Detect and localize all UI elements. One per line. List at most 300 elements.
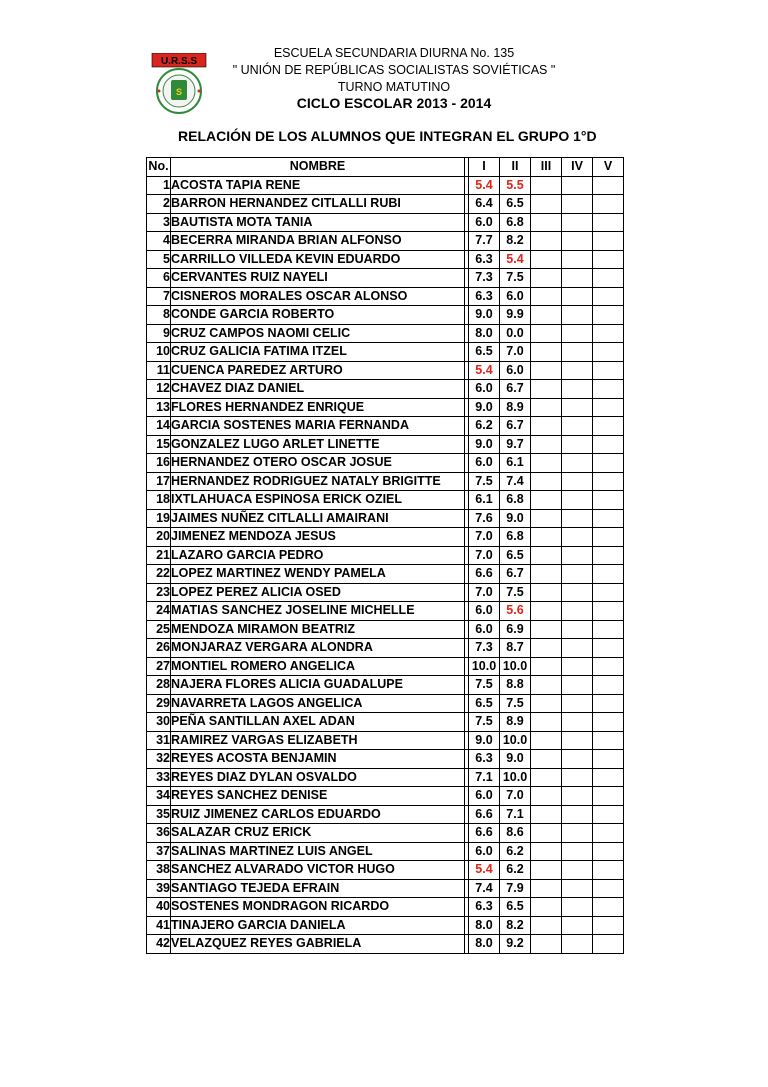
grade-period-5: [593, 565, 624, 584]
grade-period-3: [531, 435, 562, 454]
grade-period-3: [531, 713, 562, 732]
grade-period-4: [562, 176, 593, 195]
student-name: SANTIAGO TEJEDA EFRAIN: [171, 879, 465, 898]
col-no-header: No.: [147, 158, 171, 177]
student-name: LOPEZ PEREZ ALICIA OSED: [171, 583, 465, 602]
table-row: [147, 454, 624, 473]
grade-period-3: [531, 528, 562, 547]
student-name: SALINAS MARTINEZ LUIS ANGEL: [171, 842, 465, 861]
grade-period-1: 7.5: [469, 472, 500, 491]
grade-period-2: 8.7: [500, 639, 531, 658]
grade-period-1: 7.5: [469, 713, 500, 732]
grade-period-2: 7.4: [500, 472, 531, 491]
grade-period-3: [531, 657, 562, 676]
student-name: CARRILLO VILLEDA KEVIN EDUARDO: [171, 250, 465, 269]
table-row: [147, 583, 624, 602]
grade-period-2: 6.7: [500, 565, 531, 584]
grade-period-3: [531, 805, 562, 824]
grade-period-5: [593, 768, 624, 787]
student-name: SALAZAR CRUZ ERICK: [171, 824, 465, 843]
grade-period-2: 7.5: [500, 269, 531, 288]
grade-period-3: [531, 343, 562, 362]
grade-period-5: [593, 620, 624, 639]
school-line: ESCUELA SECUNDARIA DIURNA No. 135: [273, 46, 515, 60]
grade-period-4: [562, 398, 593, 417]
grade-period-4: [562, 250, 593, 269]
student-name: BECERRA MIRANDA BRIAN ALFONSO: [171, 232, 465, 251]
document-header: [0, 0, 768, 130]
student-name: ACOSTA TAPIA RENE: [171, 176, 465, 195]
grade-period-2: 7.5: [500, 694, 531, 713]
grade-period-4: [562, 805, 593, 824]
grade-period-5: [593, 195, 624, 214]
grade-period-3: [531, 324, 562, 343]
student-name: SOSTENES MONDRAGON RICARDO: [171, 898, 465, 917]
table-row: [147, 509, 624, 528]
grade-period-4: [562, 546, 593, 565]
student-number: 27: [147, 657, 171, 676]
grade-period-2: 6.9: [500, 620, 531, 639]
grade-period-5: [593, 454, 624, 473]
logo-text: U.R.S.S: [160, 56, 198, 67]
table-row: [147, 731, 624, 750]
grade-period-3: [531, 509, 562, 528]
grade-period-5: [593, 491, 624, 510]
grade-period-3: [531, 768, 562, 787]
grade-period-5: [593, 324, 624, 343]
grade-period-4: [562, 435, 593, 454]
grade-period-5: [593, 509, 624, 528]
student-name: MATIAS SANCHEZ JOSELINE MICHELLE: [171, 602, 465, 621]
student-name: REYES ACOSTA BENJAMIN: [171, 750, 465, 769]
student-number: 37: [147, 842, 171, 861]
grade-period-1: 7.6: [469, 509, 500, 528]
table-row: [147, 250, 624, 269]
grade-period-2: 9.0: [500, 750, 531, 769]
table-row: [147, 546, 624, 565]
student-number: 40: [147, 898, 171, 917]
grade-period-5: [593, 361, 624, 380]
col-period-4-header: IV: [562, 158, 593, 177]
student-number: 38: [147, 861, 171, 880]
table-row: [147, 398, 624, 417]
student-number: 36: [147, 824, 171, 843]
grade-period-1: 6.0: [469, 620, 500, 639]
grade-period-4: [562, 824, 593, 843]
grade-period-3: [531, 916, 562, 935]
grade-period-1: 6.6: [469, 565, 500, 584]
grade-period-4: [562, 620, 593, 639]
grade-period-5: [593, 287, 624, 306]
page-title: RELACIÓN DE LOS ALUMNOS QUE INTEGRAN EL GRUPO 1°D: [178, 128, 597, 144]
student-number: 42: [147, 935, 171, 954]
grade-period-4: [562, 861, 593, 880]
student-name: MONTIEL ROMERO ANGELICA: [171, 657, 465, 676]
grade-period-2: 6.5: [500, 546, 531, 565]
grade-period-3: [531, 398, 562, 417]
grade-period-5: [593, 787, 624, 806]
grade-period-1: 7.7: [469, 232, 500, 251]
grade-period-2: 6.0: [500, 287, 531, 306]
grade-period-4: [562, 602, 593, 621]
grade-period-2: 6.2: [500, 842, 531, 861]
grade-period-5: [593, 898, 624, 917]
col-period-3-header: III: [531, 158, 562, 177]
student-number: 19: [147, 509, 171, 528]
grade-period-5: [593, 824, 624, 843]
grade-period-1: 5.4: [469, 861, 500, 880]
grade-period-1: 6.0: [469, 454, 500, 473]
table-row: [147, 898, 624, 917]
grade-period-2: 6.8: [500, 213, 531, 232]
table-row: [147, 713, 624, 732]
grade-period-4: [562, 916, 593, 935]
grade-period-2: 5.5: [500, 176, 531, 195]
grade-period-4: [562, 213, 593, 232]
student-number: 39: [147, 879, 171, 898]
grade-period-3: [531, 250, 562, 269]
table-row: [147, 916, 624, 935]
grade-period-1: 5.4: [469, 176, 500, 195]
table-row: [147, 861, 624, 880]
grade-period-1: 8.0: [469, 935, 500, 954]
student-name: LAZARO GARCIA PEDRO: [171, 546, 465, 565]
school-name-line: " UNIÓN DE REPÚBLICAS SOCIALISTAS SOVIÉTICAS ": [232, 63, 556, 77]
grade-period-3: [531, 491, 562, 510]
grade-period-5: [593, 306, 624, 325]
grade-period-5: [593, 398, 624, 417]
student-name: VELAZQUEZ REYES GABRIELA: [171, 935, 465, 954]
grade-period-4: [562, 565, 593, 584]
grade-period-5: [593, 694, 624, 713]
grade-period-1: 6.5: [469, 343, 500, 362]
grade-period-4: [562, 694, 593, 713]
grade-period-4: [562, 787, 593, 806]
grade-period-1: 6.4: [469, 195, 500, 214]
table-row: [147, 842, 624, 861]
grade-period-4: [562, 935, 593, 954]
grade-period-1: 6.3: [469, 898, 500, 917]
table-row: [147, 435, 624, 454]
student-name: LOPEZ MARTINEZ WENDY PAMELA: [171, 565, 465, 584]
grade-period-1: 6.2: [469, 417, 500, 436]
grade-period-5: [593, 176, 624, 195]
table-row: [147, 491, 624, 510]
student-name: PEÑA SANTILLAN AXEL ADAN: [171, 713, 465, 732]
grade-period-1: 6.3: [469, 750, 500, 769]
grade-period-5: [593, 713, 624, 732]
student-number: 10: [147, 343, 171, 362]
grade-period-1: 6.0: [469, 787, 500, 806]
student-number: 29: [147, 694, 171, 713]
grade-period-2: 6.7: [500, 417, 531, 436]
table-row: [147, 213, 624, 232]
table-row: [147, 620, 624, 639]
grade-period-5: [593, 250, 624, 269]
student-name: GARCIA SOSTENES MARIA FERNANDA: [171, 417, 465, 436]
table-row: [147, 417, 624, 436]
student-number: 17: [147, 472, 171, 491]
col-period-5-header: V: [593, 158, 624, 177]
student-number: 28: [147, 676, 171, 695]
student-number: 22: [147, 565, 171, 584]
grade-period-2: 6.8: [500, 528, 531, 547]
grade-period-3: [531, 676, 562, 695]
table-row: [147, 805, 624, 824]
grade-period-2: 7.9: [500, 879, 531, 898]
grade-period-3: [531, 287, 562, 306]
student-name: BARRON HERNANDEZ CITLALLI RUBI: [171, 195, 465, 214]
student-number: 4: [147, 232, 171, 251]
grade-period-3: [531, 213, 562, 232]
grade-period-3: [531, 565, 562, 584]
student-number: 25: [147, 620, 171, 639]
grade-period-4: [562, 287, 593, 306]
grade-period-1: 7.0: [469, 583, 500, 602]
student-name: IXTLAHUACA ESPINOSA ERICK OZIEL: [171, 491, 465, 510]
student-name: BAUTISTA MOTA TANIA: [171, 213, 465, 232]
grade-period-3: [531, 306, 562, 325]
grade-period-2: 5.6: [500, 602, 531, 621]
table-row: [147, 528, 624, 547]
col-name-header: NOMBRE: [171, 158, 465, 177]
grade-period-2: 6.5: [500, 195, 531, 214]
student-name: MENDOZA MIRAMON BEATRIZ: [171, 620, 465, 639]
grade-period-5: [593, 750, 624, 769]
grade-period-1: 9.0: [469, 731, 500, 750]
student-number: 8: [147, 306, 171, 325]
grade-period-5: [593, 343, 624, 362]
student-name: RUIZ JIMENEZ CARLOS EDUARDO: [171, 805, 465, 824]
svg-text:S: S: [175, 87, 183, 97]
grade-period-2: 8.8: [500, 676, 531, 695]
grade-period-5: [593, 676, 624, 695]
table-row: [147, 602, 624, 621]
grade-period-4: [562, 583, 593, 602]
grade-period-2: 6.5: [500, 898, 531, 917]
grade-period-2: 5.4: [500, 250, 531, 269]
student-name: REYES SANCHEZ DENISE: [171, 787, 465, 806]
student-number: 5: [147, 250, 171, 269]
grade-period-3: [531, 824, 562, 843]
grade-period-4: [562, 842, 593, 861]
grade-period-3: [531, 898, 562, 917]
table-row: [147, 361, 624, 380]
table-row: [147, 824, 624, 843]
student-number: 31: [147, 731, 171, 750]
grade-period-4: [562, 472, 593, 491]
student-number: 21: [147, 546, 171, 565]
table-row: [147, 472, 624, 491]
grade-period-3: [531, 176, 562, 195]
student-number: 11: [147, 361, 171, 380]
grade-period-3: [531, 935, 562, 954]
grade-period-4: [562, 879, 593, 898]
grade-period-1: 6.3: [469, 250, 500, 269]
grade-period-5: [593, 583, 624, 602]
student-number: 30: [147, 713, 171, 732]
grade-period-2: 10.0: [500, 657, 531, 676]
grade-period-2: 6.1: [500, 454, 531, 473]
student-name: CONDE GARCIA ROBERTO: [171, 306, 465, 325]
grade-period-3: [531, 454, 562, 473]
grade-period-3: [531, 546, 562, 565]
table-row: [147, 879, 624, 898]
grade-period-1: 7.3: [469, 269, 500, 288]
student-number: 16: [147, 454, 171, 473]
student-number: 24: [147, 602, 171, 621]
grade-period-1: 8.0: [469, 916, 500, 935]
grade-period-4: [562, 232, 593, 251]
grade-period-4: [562, 417, 593, 436]
grade-period-2: 9.0: [500, 509, 531, 528]
student-name: CERVANTES RUIZ NAYELI: [171, 269, 465, 288]
student-number: 18: [147, 491, 171, 510]
student-number: 35: [147, 805, 171, 824]
grade-period-5: [593, 731, 624, 750]
student-number: 7: [147, 287, 171, 306]
grade-period-1: 6.3: [469, 287, 500, 306]
grade-period-4: [562, 306, 593, 325]
table-row: [147, 676, 624, 695]
table-row: [147, 750, 624, 769]
col-period-2-header: II: [500, 158, 531, 177]
table-row: [147, 639, 624, 658]
grade-period-5: [593, 861, 624, 880]
grade-period-4: [562, 750, 593, 769]
grade-period-4: [562, 195, 593, 214]
table-row: [147, 694, 624, 713]
table-row: [147, 380, 624, 399]
grade-period-3: [531, 879, 562, 898]
student-name: HERNANDEZ RODRIGUEZ NATALY BRIGITTE: [171, 472, 465, 491]
grade-period-2: 9.2: [500, 935, 531, 954]
student-name: HERNANDEZ OTERO OSCAR JOSUE: [171, 454, 465, 473]
student-number: 13: [147, 398, 171, 417]
grade-period-4: [562, 898, 593, 917]
grade-period-3: [531, 620, 562, 639]
grade-period-2: 8.2: [500, 232, 531, 251]
table-row: [147, 287, 624, 306]
table-row: [147, 269, 624, 288]
grade-period-4: [562, 509, 593, 528]
grade-period-3: [531, 602, 562, 621]
student-name: CRUZ CAMPOS NAOMI CELIC: [171, 324, 465, 343]
grade-period-5: [593, 546, 624, 565]
grade-period-1: 6.0: [469, 213, 500, 232]
grade-period-3: [531, 842, 562, 861]
grade-period-4: [562, 454, 593, 473]
grade-period-2: 7.1: [500, 805, 531, 824]
grade-period-5: [593, 528, 624, 547]
student-name: SANCHEZ ALVARADO VICTOR HUGO: [171, 861, 465, 880]
grade-period-3: [531, 269, 562, 288]
grade-period-1: 6.6: [469, 805, 500, 824]
student-number: 3: [147, 213, 171, 232]
grade-period-1: 9.0: [469, 306, 500, 325]
table-row: [147, 935, 624, 954]
student-number: 2: [147, 195, 171, 214]
grade-period-1: 9.0: [469, 398, 500, 417]
student-name: GONZALEZ LUGO ARLET LINETTE: [171, 435, 465, 454]
grade-period-2: 6.0: [500, 361, 531, 380]
grade-period-3: [531, 694, 562, 713]
student-name: REYES DIAZ DYLAN OSVALDO: [171, 768, 465, 787]
grade-period-4: [562, 491, 593, 510]
grade-period-1: 7.1: [469, 768, 500, 787]
table-row: [147, 787, 624, 806]
col-period-1-header: I: [469, 158, 500, 177]
grade-period-5: [593, 657, 624, 676]
grade-period-2: 7.0: [500, 787, 531, 806]
grade-period-1: 6.0: [469, 842, 500, 861]
student-name: RAMIREZ VARGAS ELIZABETH: [171, 731, 465, 750]
grade-period-3: [531, 472, 562, 491]
grade-period-4: [562, 528, 593, 547]
grade-period-5: [593, 417, 624, 436]
grade-period-4: [562, 768, 593, 787]
grade-period-1: 6.0: [469, 602, 500, 621]
grade-period-4: [562, 676, 593, 695]
grade-period-2: 6.2: [500, 861, 531, 880]
grade-period-2: 0.0: [500, 324, 531, 343]
student-number: 12: [147, 380, 171, 399]
student-name: CUENCA PAREDEZ ARTURO: [171, 361, 465, 380]
grade-period-3: [531, 750, 562, 769]
grade-period-1: 6.0: [469, 380, 500, 399]
grade-period-3: [531, 639, 562, 658]
student-number: 6: [147, 269, 171, 288]
student-name: JAIMES NUÑEZ CITLALLI AMAIRANI: [171, 509, 465, 528]
grade-period-2: 8.9: [500, 398, 531, 417]
shift-line: TURNO MATUTINO: [337, 80, 451, 94]
grade-period-5: [593, 602, 624, 621]
grade-period-1: 7.5: [469, 676, 500, 695]
student-name: NAJERA FLORES ALICIA GUADALUPE: [171, 676, 465, 695]
grade-period-1: 6.5: [469, 694, 500, 713]
grade-period-1: 8.0: [469, 324, 500, 343]
grade-period-4: [562, 731, 593, 750]
grade-period-4: [562, 713, 593, 732]
student-name: CISNEROS MORALES OSCAR ALONSO: [171, 287, 465, 306]
student-number: 26: [147, 639, 171, 658]
student-name: CHAVEZ DIAZ DANIEL: [171, 380, 465, 399]
grade-period-2: 9.9: [500, 306, 531, 325]
student-number: 14: [147, 417, 171, 436]
grade-period-5: [593, 639, 624, 658]
student-number: 20: [147, 528, 171, 547]
grade-period-3: [531, 417, 562, 436]
grade-period-2: 10.0: [500, 768, 531, 787]
student-name: MONJARAZ VERGARA ALONDRA: [171, 639, 465, 658]
grade-period-5: [593, 805, 624, 824]
grade-period-2: 8.2: [500, 916, 531, 935]
grade-period-4: [562, 324, 593, 343]
grade-period-3: [531, 232, 562, 251]
grade-period-4: [562, 380, 593, 399]
grade-period-1: 7.0: [469, 546, 500, 565]
grade-period-4: [562, 639, 593, 658]
grade-period-3: [531, 380, 562, 399]
table-row: [147, 565, 624, 584]
table-row: [147, 657, 624, 676]
student-number: 23: [147, 583, 171, 602]
grade-period-5: [593, 842, 624, 861]
grade-period-4: [562, 657, 593, 676]
grade-period-1: 9.0: [469, 435, 500, 454]
table-row: [147, 306, 624, 325]
grade-period-4: [562, 361, 593, 380]
